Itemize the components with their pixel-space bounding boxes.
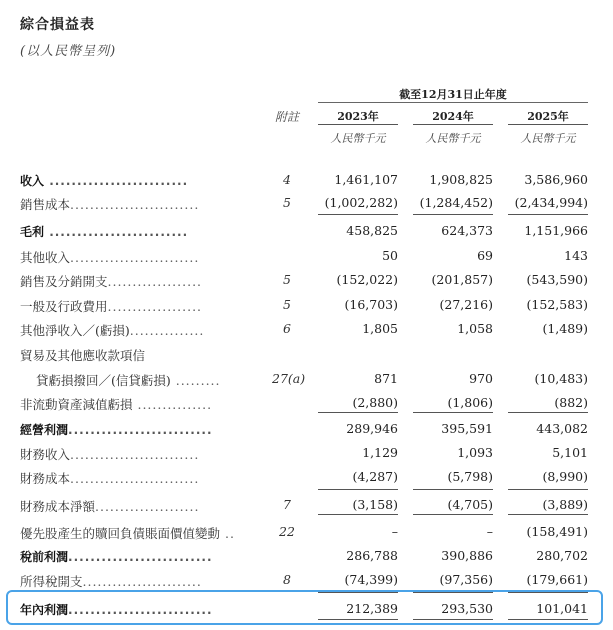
value-2024: (1,806) bbox=[447, 395, 493, 410]
value-2023: 286,788 bbox=[346, 548, 398, 563]
subtotal-rule bbox=[508, 514, 588, 515]
value-2024: 69 bbox=[477, 248, 493, 263]
table-row bbox=[0, 421, 613, 441]
subtotal-rule bbox=[413, 412, 493, 413]
table-row bbox=[0, 321, 613, 341]
leader-dots: .......................... bbox=[68, 423, 213, 437]
subtotal-rule bbox=[318, 214, 398, 215]
table-row bbox=[0, 297, 613, 317]
row-note: 7 bbox=[283, 497, 291, 512]
row-note: 5 bbox=[283, 195, 291, 210]
table-row bbox=[0, 524, 613, 544]
row-label-text: 財務成本淨額 bbox=[20, 499, 96, 514]
value-2024: 390,886 bbox=[441, 548, 493, 563]
row-label bbox=[20, 469, 255, 487]
table-row bbox=[0, 548, 613, 568]
row-label-text: 其他淨收入／(虧損) bbox=[20, 323, 130, 338]
value-2025: (158,491) bbox=[526, 524, 588, 539]
subtotal-rule bbox=[508, 412, 588, 413]
row-label-text: 優先股產生的贖回負債賬面價值變動 bbox=[20, 526, 221, 541]
period-header: 截至12月31日止年度 bbox=[399, 88, 507, 101]
value-2025: 5,101 bbox=[552, 445, 588, 460]
value-2023: (74,399) bbox=[344, 572, 398, 587]
row-label bbox=[20, 395, 255, 413]
row-label bbox=[20, 223, 255, 240]
table-row bbox=[0, 572, 613, 592]
leader-dots: ................... bbox=[107, 299, 203, 314]
unit-label: 人民幣千元 bbox=[425, 132, 481, 145]
value-2023: 50 bbox=[382, 248, 398, 263]
leader-dots: ......................... bbox=[44, 174, 189, 188]
value-2024: 395,591 bbox=[441, 421, 493, 436]
statement-title: 綜合損益表 bbox=[20, 17, 95, 33]
value-2023: (1,002,282) bbox=[324, 195, 398, 210]
value-2023: – bbox=[391, 524, 398, 539]
table-row bbox=[0, 172, 613, 192]
subtotal-rule bbox=[508, 214, 588, 215]
subtotal-rule bbox=[413, 489, 493, 490]
leader-dots: .......................... bbox=[70, 250, 200, 265]
value-2024: 293,530 bbox=[441, 601, 493, 616]
value-2025: 1,151,966 bbox=[524, 223, 588, 238]
row-label bbox=[20, 497, 255, 515]
row-note: 22 bbox=[279, 524, 295, 539]
table-row bbox=[0, 346, 613, 366]
value-2024: 1,058 bbox=[457, 321, 493, 336]
value-2023: 212,389 bbox=[346, 601, 398, 616]
value-2023: 458,825 bbox=[346, 223, 398, 238]
row-label-text: 經營利潤 bbox=[20, 423, 69, 437]
table-row bbox=[0, 445, 613, 465]
subtotal-rule bbox=[413, 214, 493, 215]
leader-dots: .......................... bbox=[70, 197, 200, 212]
subtotal-rule bbox=[508, 489, 588, 490]
row-label-text: 銷售成本 bbox=[20, 197, 71, 212]
profit-for-year-highlight bbox=[6, 590, 603, 625]
row-label-text: 收入 bbox=[20, 174, 45, 188]
value-2025: 143 bbox=[564, 248, 588, 263]
row-label-text: 非流動資產減值虧損 bbox=[20, 397, 133, 412]
row-label bbox=[20, 445, 255, 463]
value-2023: 1,461,107 bbox=[334, 172, 398, 187]
year-header-2023: 2023年 bbox=[337, 110, 379, 123]
table-row bbox=[0, 195, 613, 215]
leader-dots: .......................... bbox=[68, 603, 213, 617]
leader-dots: ................... bbox=[107, 274, 203, 289]
year-rule bbox=[318, 124, 398, 125]
value-2023: (2,880) bbox=[352, 395, 398, 410]
value-2025: (882) bbox=[554, 395, 588, 410]
row-label-text: 一般及行政費用 bbox=[20, 299, 108, 314]
statement-subtitle: (以人民幣呈列) bbox=[20, 44, 117, 59]
row-label bbox=[36, 371, 255, 389]
value-2024: (201,857) bbox=[431, 272, 493, 287]
unit-label: 人民幣千元 bbox=[330, 132, 386, 145]
row-label bbox=[20, 524, 255, 542]
value-2023: (3,158) bbox=[352, 497, 398, 512]
value-2025: (543,590) bbox=[526, 272, 588, 287]
value-2024: (27,216) bbox=[439, 297, 493, 312]
leader-dots: .. bbox=[220, 526, 235, 541]
table-row bbox=[0, 248, 613, 268]
row-label bbox=[20, 172, 255, 189]
row-note: 5 bbox=[283, 297, 291, 312]
value-2025: 3,586,960 bbox=[524, 172, 588, 187]
table-row bbox=[0, 272, 613, 292]
row-label-text: 財務成本 bbox=[20, 471, 71, 486]
value-2025: (1,489) bbox=[542, 321, 588, 336]
row-label-text: 其他收入 bbox=[20, 250, 71, 265]
row-label bbox=[20, 248, 255, 266]
leader-dots: ............... bbox=[129, 323, 205, 338]
row-label-text: 稅前利潤 bbox=[20, 550, 69, 564]
value-2024: (1,284,452) bbox=[419, 195, 493, 210]
row-note: 5 bbox=[283, 272, 291, 287]
row-label bbox=[20, 321, 255, 339]
leader-dots: .......................... bbox=[70, 471, 200, 486]
value-2024: 1,908,825 bbox=[429, 172, 493, 187]
row-label bbox=[20, 421, 255, 438]
period-rule bbox=[318, 102, 588, 103]
year-header-2025: 2025年 bbox=[527, 110, 569, 123]
row-label bbox=[20, 572, 255, 590]
leader-dots: ............... bbox=[132, 397, 213, 412]
note-header: 附註 bbox=[274, 110, 299, 124]
value-2023: (16,703) bbox=[344, 297, 398, 312]
year-rule bbox=[413, 124, 493, 125]
value-2025: 101,041 bbox=[536, 601, 588, 616]
row-label bbox=[20, 548, 255, 565]
row-label-text: 財務收入 bbox=[20, 447, 71, 462]
leader-dots: ......... bbox=[170, 373, 221, 388]
table-row bbox=[0, 469, 613, 489]
row-label-text: 年內利潤 bbox=[20, 603, 69, 617]
table-row bbox=[0, 223, 613, 243]
value-2025: (179,661) bbox=[526, 572, 588, 587]
value-2025: (8,990) bbox=[542, 469, 588, 484]
value-2025: (10,483) bbox=[534, 371, 588, 386]
row-label-text: 貸虧損撥回／(信貸虧損) bbox=[36, 373, 171, 388]
row-label bbox=[20, 272, 255, 290]
leader-dots: ......................... bbox=[44, 225, 189, 239]
leader-dots: .......................... bbox=[68, 550, 213, 564]
value-2023: 1,805 bbox=[362, 321, 398, 336]
value-2024: (97,356) bbox=[439, 572, 493, 587]
leader-dots: ........................ bbox=[82, 574, 202, 589]
subtotal-rule bbox=[413, 514, 493, 515]
year-rule bbox=[508, 124, 588, 125]
table-row bbox=[0, 371, 613, 391]
unit-label: 人民幣千元 bbox=[520, 132, 576, 145]
value-2024: (4,705) bbox=[447, 497, 493, 512]
row-note: 6 bbox=[283, 321, 291, 336]
leader-dots: ..................... bbox=[95, 499, 200, 514]
row-note: 4 bbox=[283, 172, 291, 187]
row-label bbox=[20, 297, 255, 315]
value-2024: (5,798) bbox=[447, 469, 493, 484]
value-2023: 1,129 bbox=[362, 445, 398, 460]
row-label-text: 所得稅開支 bbox=[20, 574, 83, 589]
value-2024: 970 bbox=[469, 371, 493, 386]
row-label-text: 銷售及分銷開支 bbox=[20, 274, 108, 289]
value-2025: (2,434,994) bbox=[514, 195, 588, 210]
value-2023: (4,287) bbox=[352, 469, 398, 484]
value-2023: 289,946 bbox=[346, 421, 398, 436]
subtotal-rule bbox=[318, 489, 398, 490]
row-label-text: 貿易及其他應收款項信 bbox=[20, 348, 146, 363]
subtotal-rule bbox=[318, 412, 398, 413]
value-2024: 1,093 bbox=[457, 445, 493, 460]
leader-dots: .......................... bbox=[70, 447, 200, 462]
value-2025: 443,082 bbox=[536, 421, 588, 436]
year-header-2024: 2024年 bbox=[432, 110, 474, 123]
row-label bbox=[20, 195, 255, 213]
value-2025: (3,889) bbox=[542, 497, 588, 512]
row-label bbox=[20, 346, 255, 364]
row-note: 8 bbox=[283, 572, 291, 587]
row-label-text: 毛利 bbox=[20, 225, 45, 239]
value-2023: (152,022) bbox=[336, 272, 398, 287]
row-note: 27(a) bbox=[272, 371, 306, 386]
subtotal-rule bbox=[318, 514, 398, 515]
value-2023: 871 bbox=[374, 371, 398, 386]
value-2024: 624,373 bbox=[441, 223, 493, 238]
value-2025: (152,583) bbox=[526, 297, 588, 312]
value-2024: – bbox=[486, 524, 493, 539]
value-2025: 280,702 bbox=[536, 548, 588, 563]
